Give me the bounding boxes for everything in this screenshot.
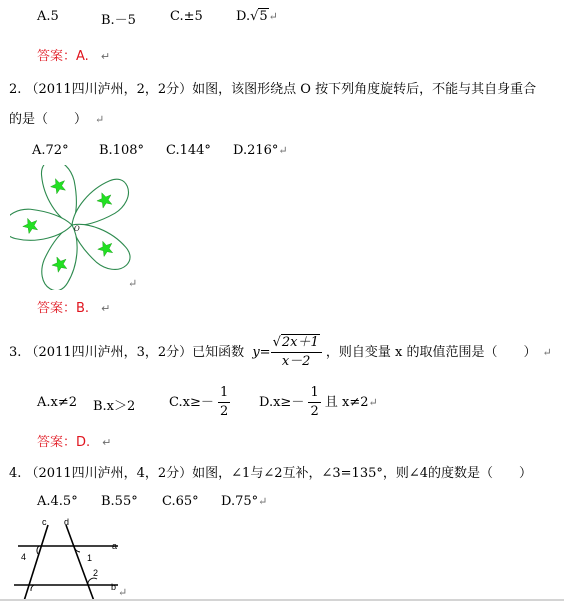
label-a: a	[112, 541, 118, 551]
q4-option-b: B.55°	[101, 494, 138, 509]
q4-stem: 4. （2011四川泸州，4，2分）如图，∠1与∠2互补，∠3=135°，则∠4的度数是（ ）	[9, 466, 533, 481]
q2-option-b: B.108°	[99, 143, 144, 158]
q2-stem-line2	[9, 108, 104, 127]
angle-3-arc	[31, 585, 34, 591]
q3-stem-prefix: 3. （2011四川泸州，3，2分）已知函数	[9, 345, 245, 360]
q2-option-d-text: D.216°	[233, 143, 279, 158]
q2-option-a: A.72°	[32, 143, 69, 158]
q1-answer-text: 答案：A.	[37, 49, 89, 64]
paragraph-mark: ↵	[258, 495, 268, 508]
q2-answer	[37, 297, 110, 316]
paragraph-mark: ↵	[128, 277, 138, 290]
q1-answer	[37, 45, 110, 64]
q1-option-a: A.5	[37, 9, 59, 24]
q3-radicand: 2x＋1	[281, 335, 319, 350]
paragraph-mark: ↵	[542, 346, 552, 359]
q1-option-b: B.－5	[101, 13, 136, 28]
q4-option-d	[221, 494, 267, 509]
sqrt-sign: √	[250, 9, 259, 24]
label-1: 1	[87, 553, 93, 563]
q3-fraction	[271, 334, 322, 371]
paragraph-mark: ↵	[102, 436, 112, 449]
q2-option-d	[233, 143, 288, 158]
half-numerator: 1	[218, 384, 230, 403]
paragraph-mark: ↵	[100, 50, 111, 63]
sqrt-sign: √	[272, 335, 281, 350]
paragraph-mark: ↵	[101, 302, 111, 315]
paragraph-mark: ↵	[368, 396, 378, 409]
q1-option-c: C.±5	[170, 9, 203, 24]
q3-fraction-numerator	[271, 334, 322, 353]
label-d: d	[64, 517, 70, 527]
q3-option-b: B.x＞2	[93, 399, 136, 414]
half-numerator: 1	[308, 384, 320, 403]
q2-stem-line2-text: 的是（ ）	[9, 112, 88, 127]
label-b: b	[111, 582, 117, 592]
paragraph-mark: ↵	[95, 113, 105, 126]
paragraph-mark: ↵	[268, 10, 278, 23]
q3-option-c-prefix: C.x≥－	[169, 395, 214, 410]
q3-option-c	[169, 384, 230, 421]
q3-option-d-prefix: D.x≥－	[259, 395, 305, 410]
angle-2-arc	[88, 578, 97, 585]
q3-option-d-suffix: 且 x≠2	[324, 395, 369, 410]
q3-answer-text: 答案：D.	[37, 435, 91, 450]
q4-option-d-text: D.75°	[221, 494, 259, 509]
q3-answer	[37, 431, 111, 450]
center-label: O	[74, 225, 80, 233]
half-fraction	[218, 384, 230, 421]
paragraph-mark: ↵	[278, 144, 288, 157]
q4-option-c: C.65°	[162, 494, 199, 509]
q2-answer-text: 答案：B.	[37, 301, 90, 316]
q1-option-d-radicand: 5	[259, 9, 268, 24]
q1-option-d-label: D.	[236, 9, 251, 24]
q3-stem-suffix: ，则自变量 x 的取值范围是（ ）	[325, 345, 537, 360]
q2-option-c: C.144°	[166, 143, 211, 158]
half-denominator: 2	[310, 404, 319, 419]
q3-y-eq: y=	[252, 345, 271, 360]
half-denominator: 2	[219, 404, 229, 419]
q3-stem	[9, 334, 552, 371]
line-d	[66, 525, 94, 601]
line-c	[24, 525, 48, 601]
q1-option-d	[236, 9, 278, 24]
q2-flower-figure	[10, 165, 138, 290]
leaf-group	[10, 165, 138, 290]
label-c: c	[42, 517, 47, 527]
q3-option-a: A.x≠2	[37, 395, 78, 410]
label-4: 4	[21, 552, 27, 562]
q2-stem-line1: 2. （2011四川泸州，2，2分）如图，该图形绕点 O 按下列角度旋转后，不能与其自身重合	[9, 82, 537, 97]
label-2: 2	[93, 568, 99, 578]
half-fraction	[308, 384, 320, 421]
paragraph-mark: ↵	[118, 586, 128, 599]
q3-fraction-denominator: x－2	[281, 354, 311, 369]
q3-option-d	[259, 384, 378, 421]
q4-option-a: A.4.5°	[37, 494, 78, 509]
